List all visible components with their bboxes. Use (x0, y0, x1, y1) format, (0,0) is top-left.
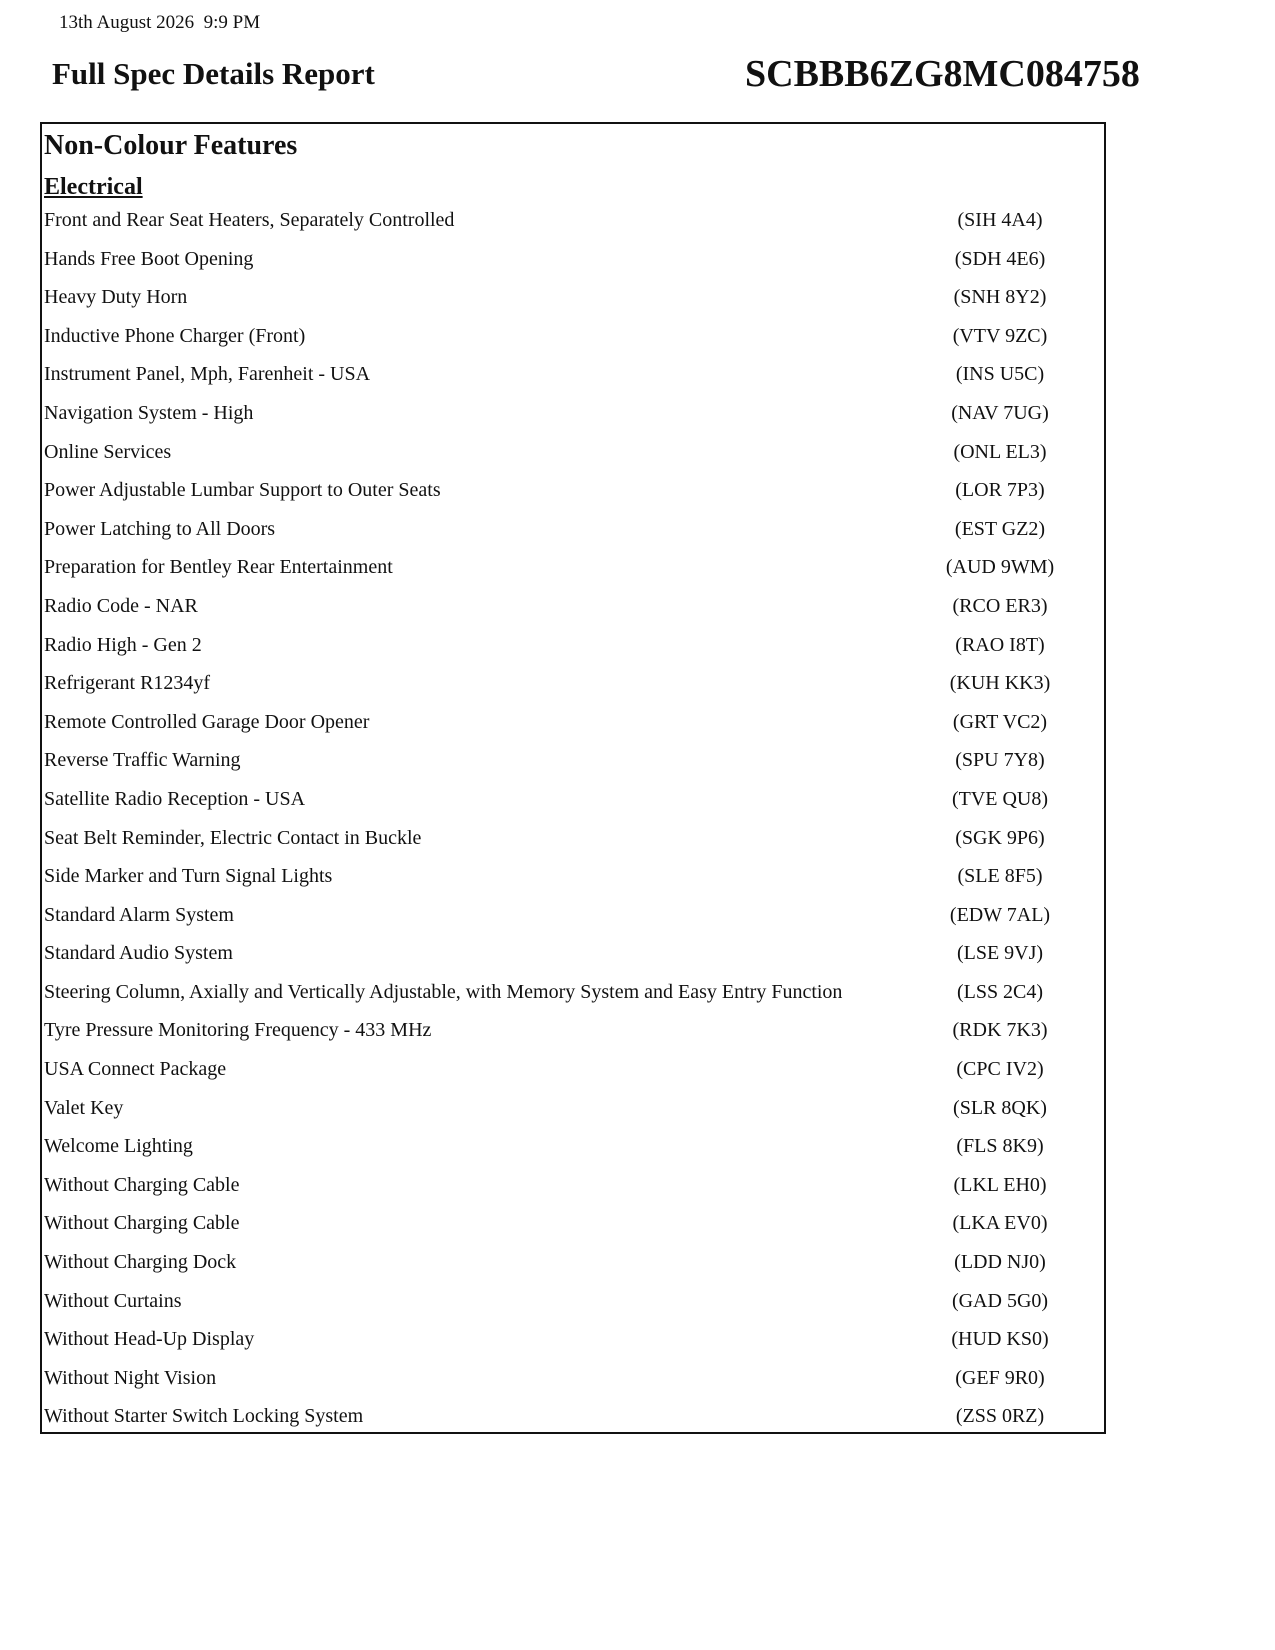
feature-name: Power Adjustable Lumbar Support to Outer Seats (44, 479, 441, 502)
feature-name: USA Connect Package (44, 1058, 227, 1081)
feature-row (42, 1367, 1104, 1406)
feature-name: Online Services (44, 440, 172, 463)
feature-name: Remote Controlled Garage Door Opener (44, 710, 370, 733)
feature-name: Steering Column, Axially and Vertically Adjustable, with Memory System and Easy Entry Function (44, 980, 843, 1003)
feature-code: (KUH KK3) (949, 672, 1051, 695)
feature-name: Navigation System - High (44, 401, 254, 424)
feature-code: (LSE 9VJ) (956, 942, 1044, 965)
feature-code: (ZSS 0RZ) (955, 1405, 1045, 1428)
feature-code: (EST GZ2) (954, 517, 1046, 540)
feature-name: Heavy Duty Horn (44, 286, 188, 309)
feature-row (42, 1251, 1104, 1290)
feature-name: Without Charging Cable (44, 1173, 240, 1196)
feature-list (42, 209, 1104, 1444)
feature-code: (GEF 9R0) (955, 1366, 1045, 1389)
feature-name: Refrigerant R1234yf (44, 672, 211, 695)
section-title: Non-Colour Features (44, 130, 298, 161)
feature-row (42, 248, 1104, 287)
feature-code: (HUD KS0) (951, 1328, 1049, 1351)
feature-row (42, 1174, 1104, 1213)
feature-name: Standard Alarm System (44, 903, 234, 926)
feature-code: (SPU 7Y8) (955, 749, 1045, 772)
feature-code: (SLE 8F5) (957, 865, 1043, 888)
feature-code: (AUD 9WM) (945, 556, 1055, 579)
feature-code: (SIH 4A4) (957, 209, 1043, 231)
features-table (40, 122, 1106, 1434)
feature-row (42, 209, 1104, 248)
feature-name: Without Curtains (44, 1289, 182, 1312)
feature-name: Without Charging Dock (44, 1251, 237, 1274)
feature-name: Preparation for Bentley Rear Entertainment (44, 556, 393, 579)
feature-row (42, 363, 1104, 402)
feature-code: (LKL EH0) (953, 1173, 1047, 1196)
feature-code: (TVE QU8) (951, 787, 1049, 810)
feature-name: Valet Key (44, 1096, 124, 1119)
feature-row (42, 1328, 1104, 1367)
feature-row (42, 286, 1104, 325)
feature-row (42, 1019, 1104, 1058)
feature-name: Instrument Panel, Mph, Farenheit - USA (44, 363, 371, 386)
feature-code: (RAO I8T) (955, 633, 1045, 656)
feature-code: (RDK 7K3) (952, 1019, 1048, 1042)
feature-name: Inductive Phone Charger (Front) (44, 324, 306, 347)
feature-code: (RCO ER3) (952, 594, 1048, 617)
feature-name: Radio High - Gen 2 (44, 633, 202, 656)
report-timestamp: 13th August 2026 9:9 PM (59, 12, 261, 33)
feature-row (42, 1405, 1104, 1444)
feature-code: (SNH 8Y2) (953, 286, 1047, 309)
feature-row (42, 1058, 1104, 1097)
feature-name: Front and Rear Seat Heaters, Separately Controlled (44, 209, 455, 231)
feature-code: (GAD 5G0) (951, 1289, 1049, 1312)
feature-row (42, 827, 1104, 866)
feature-code: (SDH 4E6) (954, 247, 1046, 270)
feature-row (42, 595, 1104, 634)
feature-name: Hands Free Boot Opening (44, 247, 254, 270)
feature-code: (FLS 8K9) (956, 1135, 1044, 1158)
feature-row (42, 1212, 1104, 1251)
feature-name: Satellite Radio Reception - USA (44, 787, 306, 810)
feature-name: Reverse Traffic Warning (44, 749, 241, 772)
feature-name: Welcome Lighting (44, 1135, 193, 1158)
feature-name: Power Latching to All Doors (44, 517, 276, 540)
feature-row (42, 479, 1104, 518)
feature-code: (LSS 2C4) (956, 980, 1044, 1003)
feature-name: Without Night Vision (44, 1366, 217, 1389)
feature-name: Without Head-Up Display (44, 1328, 255, 1351)
feature-name: Standard Audio System (44, 942, 233, 965)
feature-name: Without Charging Cable (44, 1212, 240, 1235)
feature-code: (LDD NJ0) (954, 1251, 1046, 1274)
feature-code: (GRT VC2) (952, 710, 1048, 733)
feature-row (42, 1097, 1104, 1136)
report-title: Full Spec Details Report (52, 56, 375, 91)
feature-code: (SGK 9P6) (955, 826, 1045, 849)
feature-row (42, 518, 1104, 557)
feature-row (42, 634, 1104, 673)
feature-row (42, 1135, 1104, 1174)
feature-row (42, 865, 1104, 904)
feature-code: (EDW 7AL) (949, 903, 1051, 926)
feature-row (42, 942, 1104, 981)
feature-row (42, 325, 1104, 364)
category-title: Electrical (44, 174, 143, 200)
feature-name: Side Marker and Turn Signal Lights (44, 865, 333, 888)
feature-code: (LOR 7P3) (955, 479, 1045, 502)
feature-name: Without Starter Switch Locking System (44, 1405, 364, 1428)
feature-row (42, 556, 1104, 595)
feature-code: (NAV 7UG) (951, 401, 1049, 424)
feature-name: Seat Belt Reminder, Electric Contact in Buckle (44, 826, 422, 849)
feature-row (42, 711, 1104, 750)
feature-row (42, 1290, 1104, 1329)
feature-code: (CPC IV2) (956, 1058, 1044, 1081)
feature-row (42, 904, 1104, 943)
feature-row (42, 981, 1104, 1020)
vin-number: SCBBB6ZG8MC084758 (745, 53, 1140, 95)
feature-code: (INS U5C) (955, 363, 1045, 386)
feature-code: (LKA EV0) (952, 1212, 1048, 1235)
feature-row (42, 788, 1104, 827)
feature-code: (VTV 9ZC) (952, 324, 1048, 347)
feature-row (42, 402, 1104, 441)
feature-code: (ONL EL3) (953, 440, 1047, 463)
feature-code: (SLR 8QK) (953, 1096, 1047, 1119)
feature-row (42, 441, 1104, 480)
feature-name: Radio Code - NAR (44, 594, 198, 617)
feature-name: Tyre Pressure Monitoring Frequency - 433 MHz (44, 1019, 432, 1042)
feature-row (42, 749, 1104, 788)
feature-row (42, 672, 1104, 711)
